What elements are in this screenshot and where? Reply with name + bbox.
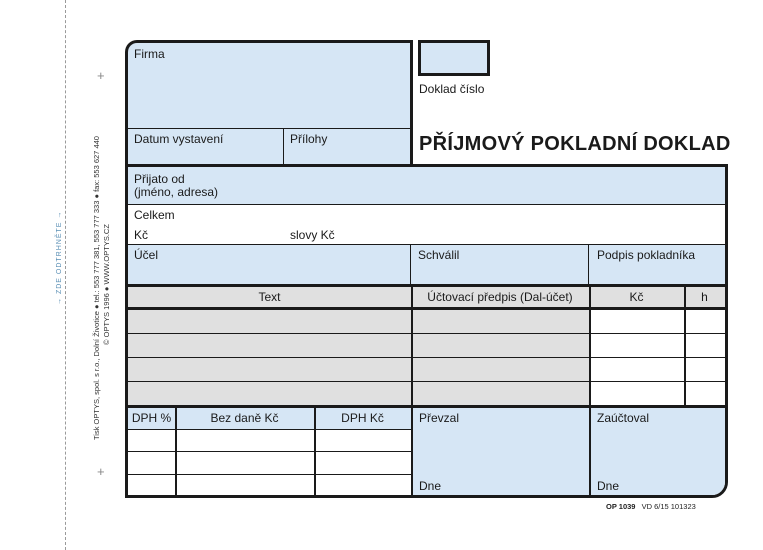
table-row-3-h[interactable] bbox=[684, 358, 725, 382]
tear-line bbox=[65, 0, 66, 550]
kc-label: Kč bbox=[134, 228, 149, 242]
vat-header-dph-kc: DPH Kč bbox=[341, 411, 384, 425]
table-row-1-uctovaci[interactable] bbox=[411, 310, 589, 334]
table-row-2-uctovaci[interactable] bbox=[411, 334, 589, 358]
divider bbox=[589, 287, 591, 405]
vat-header-dph-percent: DPH % bbox=[131, 411, 172, 425]
table-row-4-kc[interactable] bbox=[589, 382, 684, 405]
form-version: VD 6/15 101323 bbox=[641, 502, 696, 511]
col-header-kc: Kč bbox=[629, 290, 644, 304]
prevzal-label: Převzal bbox=[419, 411, 460, 425]
table-row-2-h[interactable] bbox=[684, 334, 725, 358]
zauctoval-label: Zaúčtoval bbox=[597, 411, 650, 425]
col-header-uctovaci-predpis: Účtovací předpis (Dal-účet) bbox=[427, 290, 573, 304]
datum-vystaveni-label: Datum vystavení bbox=[134, 132, 224, 146]
vat-row-1[interactable] bbox=[128, 430, 411, 452]
document-title: PŘÍJMOVÝ POKLADNÍ DOKLAD bbox=[419, 133, 731, 155]
divider bbox=[411, 287, 413, 405]
printer-info: Tisk OPTYS, spol. s r.o., Dolní Životice ● tel.: 553 777 381, 553 777 333 ● fax: 553 627 440 bbox=[92, 136, 101, 440]
table-row-1-kc[interactable] bbox=[589, 310, 684, 334]
table-row-3-uctovaci[interactable] bbox=[411, 358, 589, 382]
zauctoval-dne-label: Dne bbox=[597, 479, 620, 493]
printer-copyright: © OPTYS 1996 ● WWW.OPTYS.CZ bbox=[102, 224, 111, 345]
vat-row-3[interactable] bbox=[128, 475, 411, 498]
ucel-field[interactable] bbox=[128, 245, 411, 285]
col-header-text: Text bbox=[258, 290, 281, 304]
prijato-od-sublabel: (jméno, adresa) bbox=[134, 185, 219, 199]
registration-mark-top: + bbox=[97, 68, 105, 83]
form-code-number: OP 1039 bbox=[606, 502, 636, 511]
table-row-1-text[interactable] bbox=[128, 310, 411, 334]
divider bbox=[283, 128, 284, 165]
form-body bbox=[125, 164, 728, 498]
table-row-2-kc[interactable] bbox=[589, 334, 684, 358]
firma-label: Firma bbox=[134, 47, 165, 61]
table-row-3-kc[interactable] bbox=[589, 358, 684, 382]
col-header-h: h bbox=[701, 290, 708, 304]
divider bbox=[175, 408, 177, 498]
divider bbox=[684, 287, 686, 405]
celkem-label: Celkem bbox=[134, 208, 175, 222]
table-row-3-text[interactable] bbox=[128, 358, 411, 382]
table-row-2-text[interactable] bbox=[128, 334, 411, 358]
form-code bbox=[606, 502, 696, 511]
prijato-od-label: Přijato od bbox=[134, 172, 185, 186]
divider bbox=[410, 40, 413, 167]
doklad-cislo-field[interactable] bbox=[418, 40, 490, 76]
prilohy-label: Přílohy bbox=[290, 132, 328, 146]
doklad-cislo-label: Doklad číslo bbox=[419, 82, 485, 96]
prevzal-dne-label: Dne bbox=[419, 479, 442, 493]
podpis-pokladnika-label: Podpis pokladníka bbox=[597, 248, 696, 262]
divider bbox=[314, 408, 316, 498]
vat-header-bez-dane: Bez daně Kč bbox=[210, 411, 279, 425]
registration-mark-bottom: + bbox=[97, 464, 105, 479]
table-row-1-h[interactable] bbox=[684, 310, 725, 334]
schvalil-label: Schválil bbox=[418, 248, 460, 262]
table-row-4-text[interactable] bbox=[128, 382, 411, 405]
vat-row-2[interactable] bbox=[128, 452, 411, 475]
tear-label: → ZDE ODTRHNĚTE → bbox=[56, 210, 63, 305]
slovy-kc-label: slovy Kč bbox=[290, 228, 335, 242]
table-row-4-h[interactable] bbox=[684, 382, 725, 405]
celkem-field[interactable] bbox=[128, 205, 725, 245]
table-row-4-uctovaci[interactable] bbox=[411, 382, 589, 405]
ucel-label: Účel bbox=[134, 248, 159, 262]
